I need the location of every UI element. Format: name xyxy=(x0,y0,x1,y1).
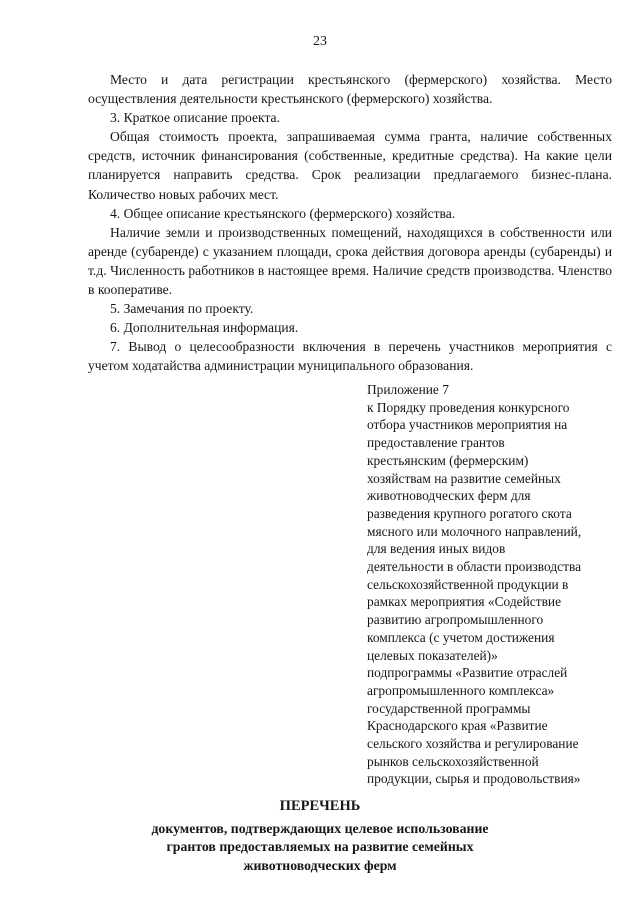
list-subtitle-line: животноводческих ферм xyxy=(243,857,397,873)
appendix-line: государственной программы xyxy=(367,700,531,716)
paragraph-registration: Место и дата регистрации крестьянского (фермерского) хозяйства. Место осуществления деятельности крестьянского (фермерского) хозяйства. xyxy=(88,72,612,107)
appendix-line: продукции, сырья и продовольствия» xyxy=(367,771,581,787)
appendix-line: Краснодарского края «Развитие xyxy=(367,718,548,734)
appendix-line: отбора участников мероприятия на xyxy=(367,417,568,433)
paragraph-project-cost: Общая стоимость проекта, запрашиваемая сумма гранта, наличие собственных средств, источник финансирования (собственные, кредитные средства). На какие цели планируется направить средства. Срок реализации предлагаемого бизнес-плана. Количество новых рабочих мест. xyxy=(88,129,612,202)
paragraph-project-summary-heading: 3. Краткое описание проекта. xyxy=(110,110,280,126)
appendix-line: предоставление грантов xyxy=(367,435,505,451)
appendix-line: крестьянским (фермерским) xyxy=(367,452,529,468)
appendix-line: развитию агропромышленного xyxy=(367,612,544,628)
paragraph-remarks-heading: 5. Замечания по проекту. xyxy=(110,301,254,317)
appendix-block xyxy=(367,381,617,788)
list-subtitle-line: документов, подтверждающих целевое использование xyxy=(151,821,489,836)
appendix-line: сельскохозяйственной продукции в xyxy=(367,576,569,592)
list-heading xyxy=(0,796,640,875)
appendix-line: Приложение 7 xyxy=(367,382,449,397)
appendix-line: мясного или молочного направлений, xyxy=(367,523,582,539)
appendix-line: разведения крупного рогатого скота xyxy=(367,505,572,521)
appendix-line: к Порядку проведения конкурсного xyxy=(367,399,570,415)
appendix-line: рамках мероприятия «Содействие xyxy=(367,594,562,610)
appendix-line: деятельности в области производства xyxy=(367,559,582,575)
paragraph-conclusion: 7. Вывод о целесообразности включения в перечень участников мероприятия с учетом ходатайства администрации муниципального образования. xyxy=(88,339,612,374)
paragraph-farm-description-heading: 4. Общее описание крестьянского (фермерского) хозяйства. xyxy=(110,205,456,221)
appendix-line: животноводческих ферм для xyxy=(367,488,531,504)
appendix-line: рынков сельскохозяйственной xyxy=(367,753,539,769)
document-body xyxy=(88,70,612,376)
paragraph-additional-info-heading: 6. Дополнительная информация. xyxy=(110,320,299,336)
appendix-line: сельского хозяйства и регулирование xyxy=(367,736,579,752)
list-title: ПЕРЕЧЕНЬ xyxy=(279,798,361,814)
paragraph-land-and-premises: Наличие земли и производственных помещений, находящихся в собственности или аренде (субаренде) с указанием площади, срока действия договора аренды (субаренды) и т.д. Численность работников в настоящее время. Наличие средств производства. Членство в кооперативе. xyxy=(88,224,612,298)
appendix-line: агропромышленного комплекса» xyxy=(367,682,555,698)
appendix-line: целевых показателей)» xyxy=(367,647,498,663)
appendix-line: комплекса (с учетом достижения xyxy=(367,629,555,645)
appendix-line: хозяйствам на развитие семейных xyxy=(367,470,561,486)
appendix-line: для ведения иных видов xyxy=(367,541,506,557)
page-number: 23 xyxy=(313,34,327,49)
appendix-line: подпрограммы «Развитие отраслей xyxy=(367,665,568,681)
list-subtitle-line: грантов предоставляемых на развитие семейных xyxy=(166,839,474,855)
